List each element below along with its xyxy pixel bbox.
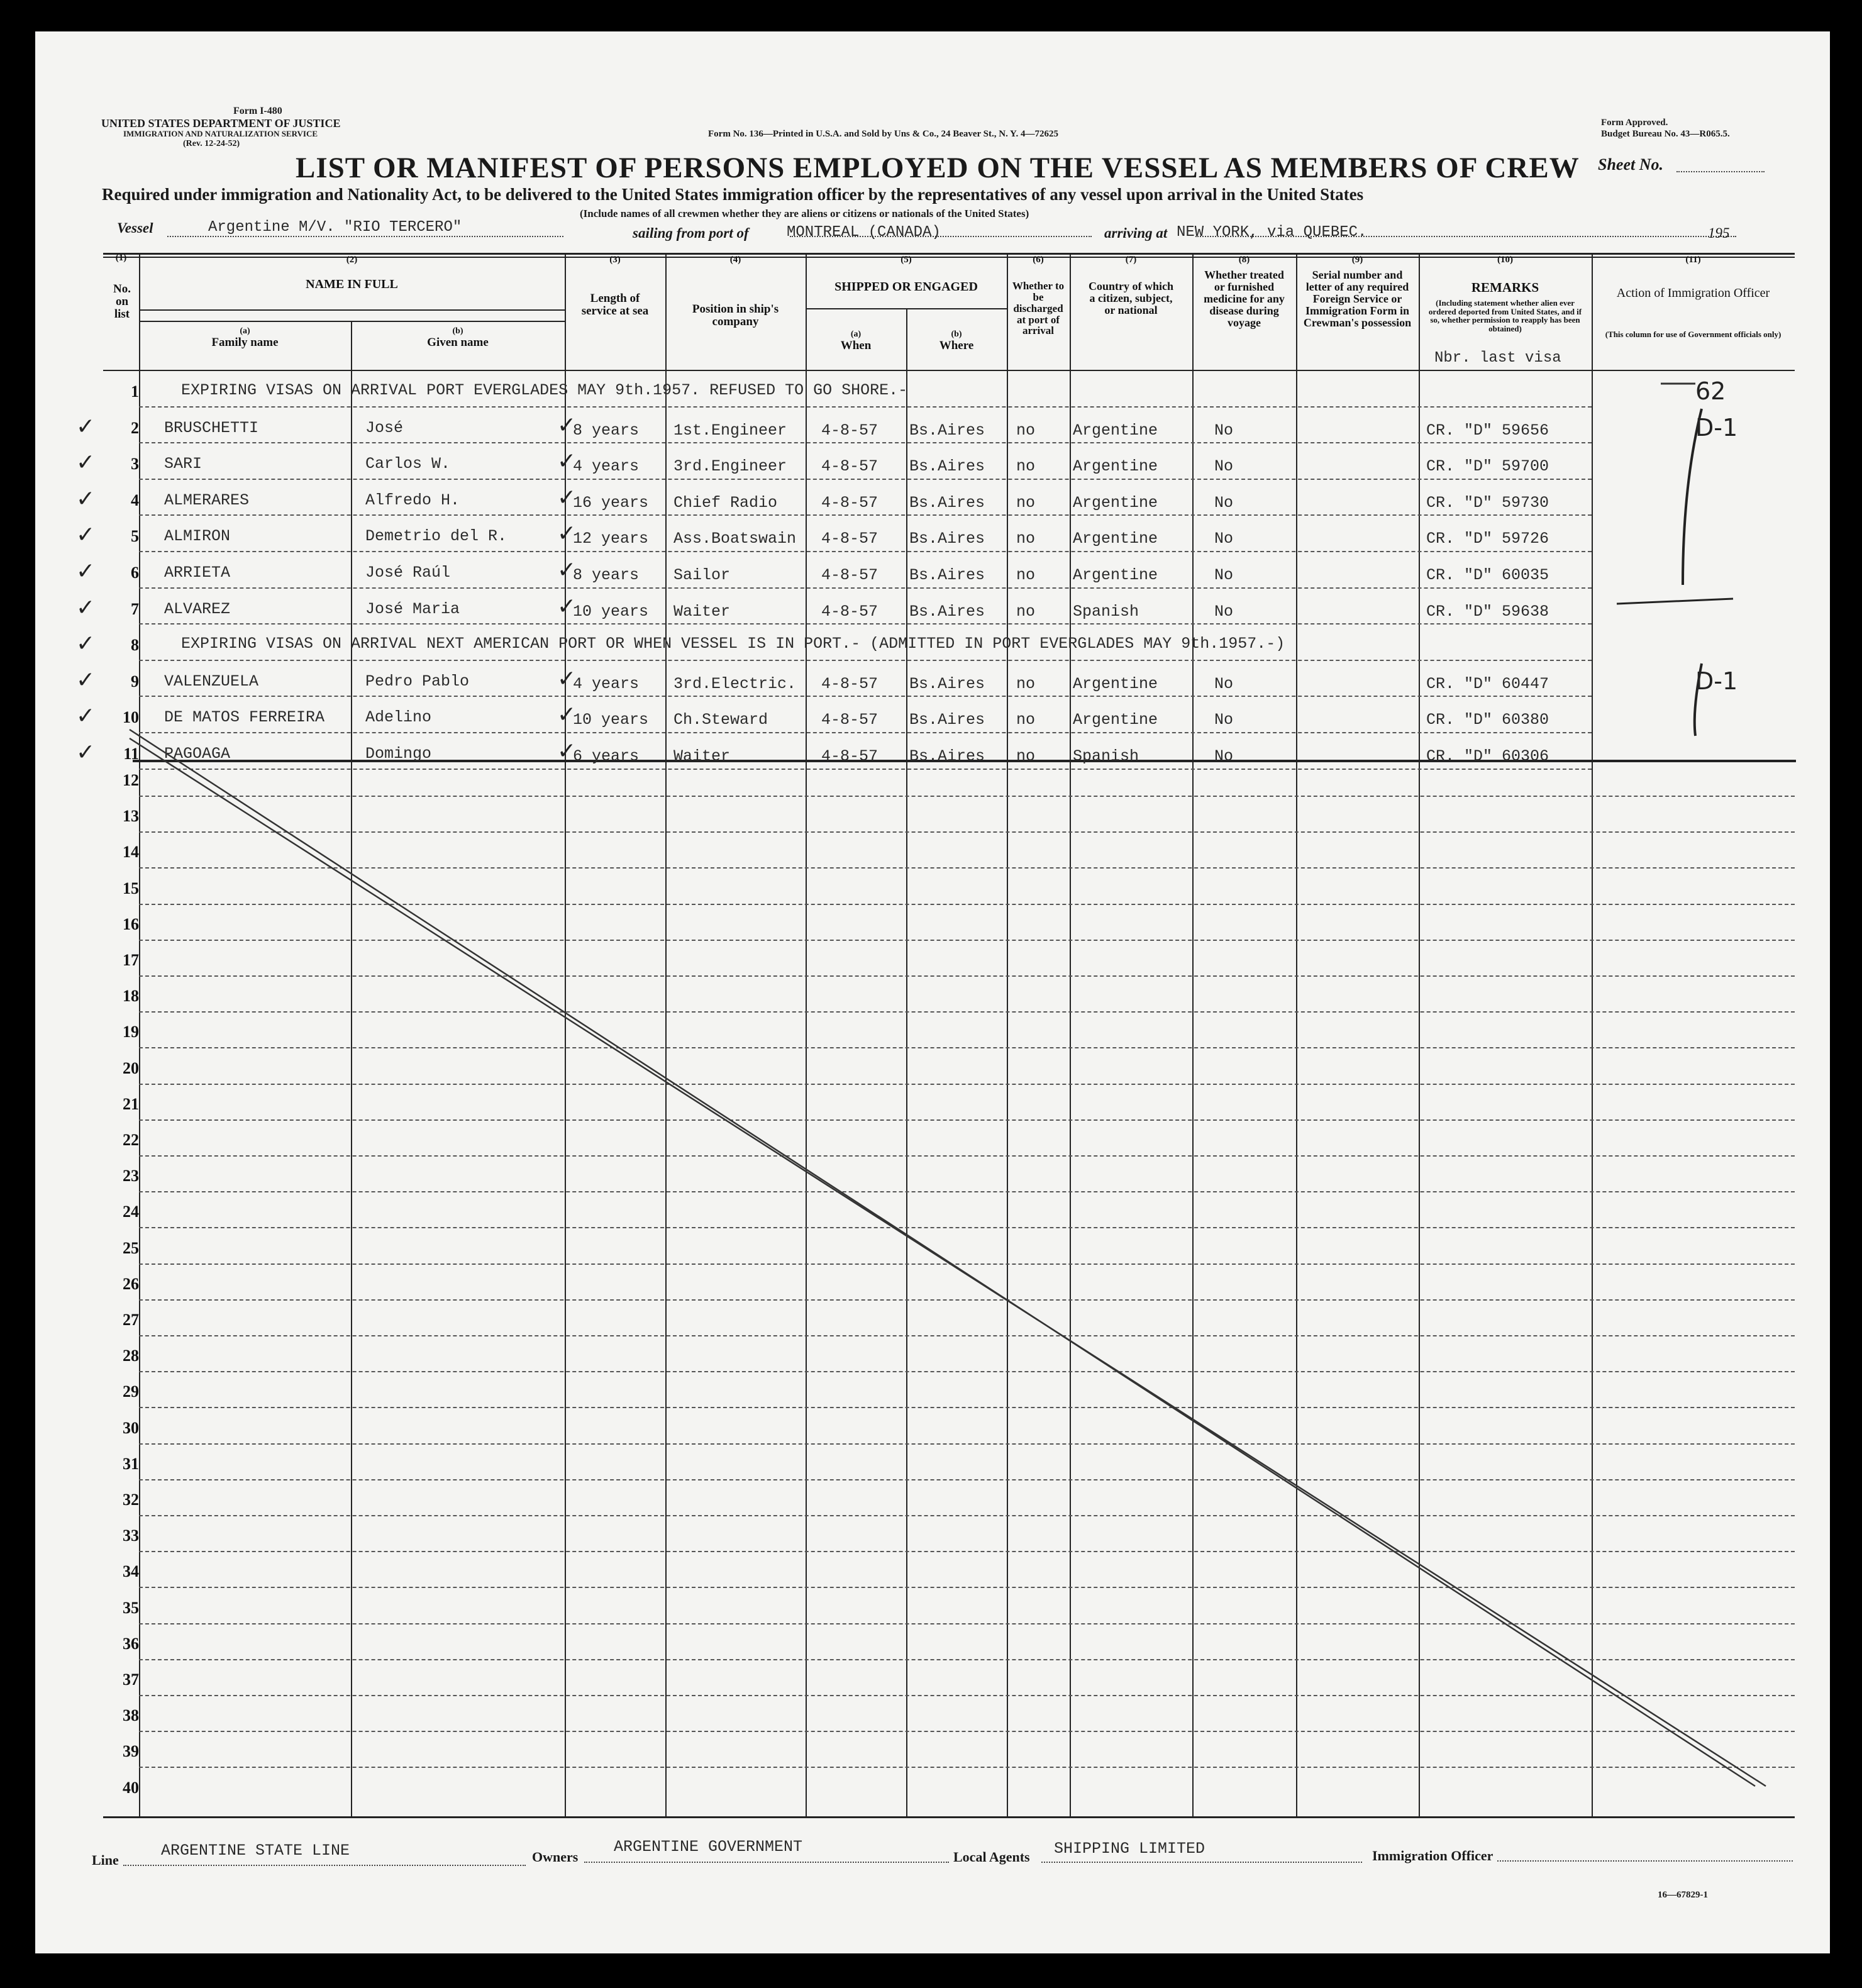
given-check-icon: ✓ (557, 738, 577, 764)
position: Waiter (673, 602, 731, 621)
col11-header: Action of Immigration Officer (1616, 286, 1770, 300)
col1-num: (1) (115, 253, 127, 263)
shipped-when: 4-8-57 (821, 457, 878, 476)
shipped-when: 4-8-57 (821, 493, 878, 512)
col11-num: (11) (1685, 255, 1701, 265)
position: Chief Radio (673, 493, 778, 512)
vessel-name: Argentine M/V. "RIO TERCERO" (208, 219, 462, 236)
row-number: 18 (123, 987, 139, 1006)
position: 3rd.Engineer (673, 457, 787, 476)
row-number: 31 (123, 1454, 139, 1473)
crew-table (35, 31, 1830, 1953)
officer-action: 62 (1695, 377, 1726, 405)
col8-header: Whether treated or furnished medicine for any disease during voyage (1204, 269, 1285, 329)
discharged: no (1016, 747, 1036, 765)
footer-owners-value: ARGENTINE GOVERNMENT (614, 1838, 803, 1856)
discharged: no (1016, 421, 1036, 440)
row-number: 20 (123, 1058, 139, 1077)
margin-check-icon: ✓ (76, 631, 96, 657)
shipped-when: 4-8-57 (821, 747, 878, 765)
service: IMMIGRATION AND NATURALIZATION SERVICE (123, 129, 318, 138)
sailing-label: sailing from port of (633, 225, 749, 241)
arriving-label: arriving at (1104, 225, 1168, 241)
agency: UNITED STATES DEPARTMENT OF JUSTICE (101, 117, 341, 130)
row-number: 24 (123, 1202, 139, 1221)
diagonal-strike (35, 31, 1830, 1953)
service-length: 6 years (573, 747, 640, 765)
shipped-when: 4-8-57 (821, 566, 878, 584)
remarks-visa: CR. "D" 59726 (1426, 530, 1549, 548)
given-check-icon: ✓ (557, 484, 577, 511)
service-length: 4 years (573, 457, 640, 476)
col2a-num: (a) (240, 326, 250, 336)
row-number: 38 (123, 1706, 139, 1725)
remarks-visa: CR. "D" 59656 (1426, 421, 1549, 440)
row-number: 27 (123, 1311, 139, 1329)
discharged: no (1016, 530, 1036, 548)
footer-officer-rule (1497, 1860, 1793, 1862)
row-number: 30 (123, 1418, 139, 1437)
given-check-icon: ✓ (557, 702, 577, 728)
shipped-when: 4-8-57 (821, 711, 878, 730)
budget-bureau: Budget Bureau No. 43—R065.5. (1601, 129, 1730, 139)
country: Argentine (1073, 493, 1158, 512)
col2-header: NAME IN FULL (306, 277, 398, 291)
shipped-when: 4-8-57 (821, 530, 878, 548)
remarks-visa: CR. "D" 60035 (1426, 566, 1549, 584)
revision: (Rev. 12-24-52) (183, 139, 240, 148)
row-number: 23 (123, 1167, 139, 1186)
shipped-where: Bs.Aires (909, 421, 985, 440)
col2a-header: Family name (211, 336, 279, 349)
row-number: 33 (123, 1526, 139, 1545)
col10-num: (10) (1497, 255, 1513, 265)
row-number: 37 (123, 1670, 139, 1689)
service-length: 16 years (573, 493, 649, 512)
dash-mark (1617, 599, 1733, 604)
col3-header: Length of service at sea (581, 292, 649, 318)
given-name: Domingo (365, 745, 432, 763)
country: Argentine (1073, 566, 1158, 584)
footer-line-rule (123, 1865, 526, 1866)
family-name: VALENZUELA (164, 672, 259, 691)
sheet-label: Sheet No. (1598, 155, 1663, 174)
discharged: no (1016, 457, 1036, 476)
treated: No (1214, 493, 1234, 512)
given-name: Pedro Pablo (365, 672, 470, 691)
row-number: 32 (123, 1491, 139, 1509)
row-number: 29 (123, 1382, 139, 1401)
remarks-visa: CR. "D" 59730 (1426, 493, 1549, 512)
vessel-label: Vessel (117, 220, 153, 236)
printer-line: Form No. 136—Printed in U.S.A. and Sold by Uns & Co., 24 Beaver St., N. Y. 4—72625 (708, 129, 1058, 139)
row-number: 4 (131, 491, 139, 509)
col4-num: (4) (729, 255, 741, 265)
footer-owners-rule (584, 1862, 949, 1863)
given-name: Demetrio del R. (365, 527, 507, 546)
margin-check-icon: ✓ (76, 740, 96, 765)
col10-note: (Including statement whether alien ever ordered deported from United States, and if so, whether permission to reapply has been obtained) (1428, 298, 1582, 333)
position: 3rd.Electric. (673, 674, 797, 693)
col5b-header: Where (939, 339, 974, 352)
shipped-when: 4-8-57 (821, 421, 878, 440)
crew-note: (Include names of all crewmen whether they are aliens or citizens or nationals of the United States) (580, 208, 1029, 219)
treated: No (1214, 566, 1234, 584)
row-number: 9 (131, 672, 139, 691)
col7-header: Country of which a citizen, subject, or national (1088, 280, 1173, 316)
treated: No (1214, 602, 1234, 621)
footer-officer-label: Immigration Officer (1372, 1848, 1493, 1863)
footer-agents-rule (1041, 1862, 1362, 1863)
row-number: 7 (131, 599, 139, 618)
family-name: SARI (164, 455, 202, 474)
given-name: Alfredo H. (365, 491, 460, 509)
given-name: Carlos W. (365, 455, 451, 474)
position: Waiter (673, 747, 731, 765)
row-number: 1 (131, 382, 139, 401)
row-number: 35 (123, 1598, 139, 1617)
shipped-where: Bs.Aires (909, 711, 985, 730)
given-check-icon: ✓ (557, 448, 577, 475)
col5a-num: (a) (850, 330, 862, 339)
country: Spanish (1073, 602, 1139, 621)
col5-num: (5) (901, 255, 912, 265)
row-number: 39 (123, 1742, 139, 1761)
margin-check-icon: ✓ (76, 667, 96, 693)
row-number: 34 (123, 1562, 139, 1581)
position: Ass.Boatswain (673, 530, 797, 548)
row-number: 11 (123, 745, 139, 763)
treated: No (1214, 457, 1234, 476)
margin-check-icon: ✓ (76, 558, 96, 584)
strike-line-1 (130, 730, 1755, 1786)
given-check-icon: ✓ (557, 412, 577, 438)
given-check-icon: ✓ (557, 665, 577, 692)
shipped-where: Bs.Aires (909, 674, 985, 693)
service-length: 8 years (573, 421, 640, 440)
form-number: Form I-480 (233, 106, 282, 116)
given-name: José (365, 418, 404, 437)
subtitle: Required under immigration and Nationality Act, to be delivered to the United States immigration officer by the representatives of any vessel upon arrival in the United States (102, 185, 1364, 204)
bracket-mark-1 (1683, 409, 1702, 585)
col9-num: (9) (1351, 255, 1363, 265)
bracket-mark-2 (1695, 664, 1702, 736)
col11-note: (This column for use of Government officials only) (1605, 330, 1782, 339)
row-number: 14 (123, 843, 139, 862)
footer-line-value: ARGENTINE STATE LINE (161, 1841, 350, 1860)
row-number: 19 (123, 1023, 139, 1041)
col7-num: (7) (1125, 255, 1137, 265)
remarks-visa: CR. "D" 60380 (1426, 711, 1549, 730)
country: Argentine (1073, 674, 1158, 693)
given-name: José Maria (365, 599, 460, 618)
row-number: 22 (123, 1131, 139, 1149)
margin-check-icon: ✓ (76, 703, 96, 730)
discharged: no (1016, 711, 1036, 730)
sailing-port: MONTREAL (CANADA) (787, 224, 941, 241)
family-name: DE MATOS FERREIRA (164, 708, 325, 727)
discharged: no (1016, 493, 1036, 512)
discharged: no (1016, 602, 1036, 621)
given-name: Adelino (365, 708, 432, 727)
shipped-when: 4-8-57 (821, 674, 878, 693)
col8-num: (8) (1238, 255, 1250, 265)
row-number: 5 (131, 527, 139, 546)
service-length: 10 years (573, 711, 649, 730)
treated: No (1214, 747, 1234, 765)
strike-line-2 (130, 738, 1766, 1786)
form-approved: Form Approved. (1601, 118, 1668, 128)
col2-num: (2) (346, 255, 358, 265)
footer-agents-label: Local Agents (953, 1849, 1030, 1865)
country: Argentine (1073, 530, 1158, 548)
officer-action: D-1 (1695, 667, 1738, 695)
treated: No (1214, 530, 1234, 548)
row-number: 8 (131, 636, 139, 655)
given-check-icon: ✓ (557, 521, 577, 547)
col5-header: SHIPPED OR ENGAGED (834, 280, 978, 294)
banner-note: EXPIRING VISAS ON ARRIVAL PORT EVERGLADES MAY 9th.1957. REFUSED TO GO SHORE.- (181, 381, 908, 399)
col10-handwritten: Nbr. last visa (1434, 350, 1561, 367)
family-name: ALVAREZ (164, 599, 231, 618)
remarks-visa: CR. "D" 60447 (1426, 674, 1549, 693)
treated: No (1214, 674, 1234, 693)
row-number: 21 (123, 1094, 139, 1113)
col2b-num: (b) (452, 326, 463, 336)
margin-check-icon: ✓ (76, 413, 96, 440)
country: Argentine (1073, 457, 1158, 476)
row-number: 6 (131, 564, 139, 582)
family-name: BRUSCHETTI (164, 418, 259, 437)
given-name: José Raúl (365, 564, 451, 582)
shipped-where: Bs.Aires (909, 747, 985, 765)
shipped-where: Bs.Aires (909, 493, 985, 512)
banner-note: EXPIRING VISAS ON ARRIVAL NEXT AMERICAN PORT OR WHEN VESSEL IS IN PORT.- (ADMITTED IN PORT EVERGLADES MAY 9th.1957.-) (181, 635, 1285, 653)
remarks-visa: CR. "D" 59700 (1426, 457, 1549, 476)
row-number: 15 (123, 879, 139, 897)
family-name: PAGOAGA (164, 745, 231, 763)
service-length: 10 years (573, 602, 649, 621)
row-number: 3 (131, 455, 139, 474)
position: 1st.Engineer (673, 421, 787, 440)
margin-check-icon: ✓ (76, 450, 96, 476)
margin-check-icon: ✓ (76, 594, 96, 621)
service-length: 8 years (573, 566, 640, 584)
position: Ch.Steward (673, 711, 768, 730)
given-check-icon: ✓ (557, 593, 577, 619)
service-length: 12 years (573, 530, 649, 548)
arriving-port: NEW YORK, via QUEBEC. (1177, 224, 1367, 241)
remarks-visa: CR. "D" 60306 (1426, 747, 1549, 765)
margin-check-icon: ✓ (76, 486, 96, 512)
shipped-when: 4-8-57 (821, 602, 878, 621)
country: Spanish (1073, 747, 1139, 765)
row-number: 25 (123, 1238, 139, 1257)
margin-check-icon: ✓ (76, 522, 96, 548)
col6-header: Whether to be discharged at port of arrival (1012, 280, 1065, 337)
treated: No (1214, 711, 1234, 730)
country: Argentine (1073, 711, 1158, 730)
row-number: 36 (123, 1634, 139, 1653)
shipped-where: Bs.Aires (909, 530, 985, 548)
given-check-icon: ✓ (557, 557, 577, 583)
officer-action: D-1 (1695, 413, 1738, 441)
treated: No (1214, 421, 1234, 440)
row-number: 28 (123, 1347, 139, 1365)
page-title: LIST OR MANIFEST OF PERSONS EMPLOYED ON THE VESSEL AS MEMBERS OF CREW (296, 152, 1580, 184)
family-name: ARRIETA (164, 564, 231, 582)
col5b-num: (b) (951, 330, 962, 339)
col3-num: (3) (609, 255, 621, 265)
country: Argentine (1073, 421, 1158, 440)
row-number: 12 (123, 771, 139, 789)
footer-owners-label: Owners (532, 1849, 579, 1865)
row-number: 13 (123, 807, 139, 826)
family-name: ALMERARES (164, 491, 250, 509)
footer-line-label: Line (92, 1852, 119, 1868)
col10-header: REMARKS (1471, 280, 1539, 295)
col9-header: Serial number and letter of any required Foreign Service or Immigration Form in Crewman's possession (1303, 269, 1412, 329)
col4-header: Position in ship's company (692, 303, 779, 328)
col2b-header: Given name (427, 336, 489, 349)
col5a-header: When (840, 339, 872, 352)
footer-code: 16—67829-1 (1658, 1890, 1708, 1900)
discharged: no (1016, 566, 1036, 584)
row-number: 40 (123, 1778, 139, 1797)
row-number: 16 (123, 914, 139, 933)
discharged: no (1016, 674, 1036, 693)
manifest-page (35, 31, 1830, 1953)
family-name: ALMIRON (164, 527, 231, 546)
col6-num: (6) (1033, 255, 1044, 265)
row-number: 2 (131, 418, 139, 437)
row-number: 26 (123, 1274, 139, 1293)
remarks-visa: CR. "D" 59638 (1426, 602, 1549, 621)
row-number: 17 (123, 951, 139, 969)
shipped-where: Bs.Aires (909, 602, 985, 621)
position: Sailor (673, 566, 731, 584)
shipped-where: Bs.Aires (909, 457, 985, 476)
service-length: 4 years (573, 674, 640, 693)
row-number: 10 (123, 708, 139, 727)
col1-header: No. on list (113, 282, 131, 321)
footer-agents-value: SHIPPING LIMITED (1054, 1840, 1205, 1858)
year-label: 195 (1708, 225, 1730, 241)
shipped-where: Bs.Aires (909, 566, 985, 584)
